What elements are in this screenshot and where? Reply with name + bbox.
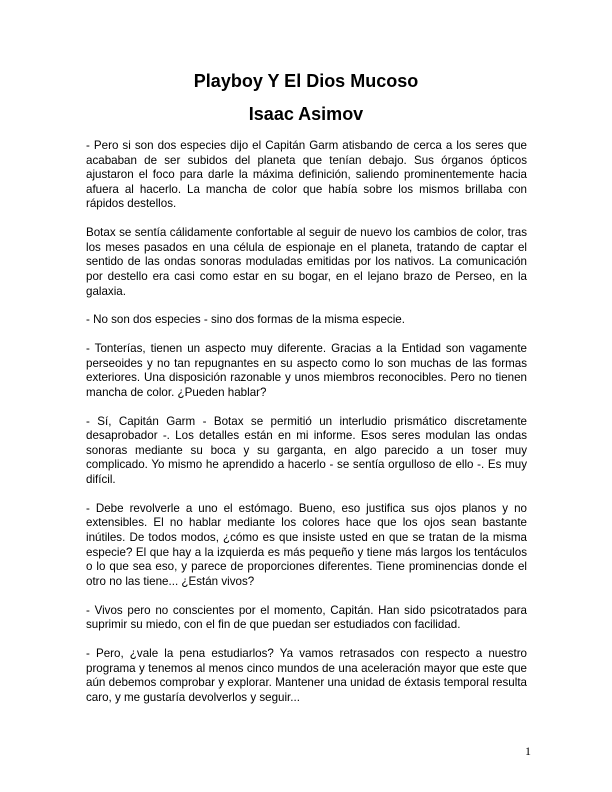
document-title: Playboy Y El Dios Mucoso (193, 71, 419, 91)
document-author: Isaac Asimov (248, 104, 364, 124)
paragraph: - Tonterías, tienen un aspecto muy diferente. Gracias a la Entidad son vagamente perseoides y no tan repugnantes en su aspecto como lo son muchas de las formas exteriores. Una disposición razonable y unos miembros reconocibles. Pero no tienen mancha de color. ¿Pueden hablar? (86, 342, 527, 399)
paragraph: - Debe revolverle a uno el estómago. Bueno, eso justifica sus ojos planos y no extensibles. El no hablar mediante los colores hace que los ojos sean bastante inútiles. De todos modos, ¿cómo es que insiste usted en que se tratan de la misma especie? El que hay a la izquierda es más pequeño y tiene más largos los tentáculos o lo que sea eso, y parece de proporciones diferentes. Tiene prominencias donde el otro no las tiene... ¿Están vivos? (86, 501, 527, 588)
paragraph: - Sí, Capitán Garm - Botax se permitió un interludio prismático discretamente desaprobador -. Los detalles están en mi informe. Esos seres modulan las ondas sonoras mediante su boca y su garganta, en algo parecido a un toser muy complicado. Yo mismo he aprendido a hacerlo - se sentía orgulloso de ello -. Es muy difícil. (86, 414, 527, 487)
paragraph: Botax se sentía cálidamente confortable al seguir de nuevo los cambios de color, tras los meses pasados en una célula de espionaje en el planeta, tratando de captar el sentido de las ondas sonoras moduladas emitidas por los nativos. La comunicación por destello era casi como estar en su bogar, en el lejano brazo de Perseo, en la galaxia. (86, 226, 527, 298)
paragraph: - Pero si son dos especies dijo el Capitán Garm atisbando de cerca a los seres que acababan de ser subidos del planeta que tenían debajo. Sus órganos ópticos ajustaron el foco para darle la máxima definición, saliendo prominentemente hacia afuera al hacerlo. La mancha de color que había sobre los mismos brillaba con rápidos destellos. (86, 139, 527, 211)
page-number: 1 (525, 744, 531, 758)
paragraph: - Pero, ¿vale la pena estudiarlos? Ya vamos retrasados con respecto a nuestro programa y tenemos al menos cinco mundos de una aceleración mayor que este que aún debemos comprobar y explorar. Mantener una unidad de éxtasis temporal resulta caro, y me gustaría devolverlos y seguir... (86, 646, 527, 704)
paragraph: - No son dos especies - sino dos formas de la misma especie. (86, 313, 405, 327)
paragraph: - Vivos pero no conscientes por el momento, Capitán. Han sido psicotratados para suprimir su miedo, con el fin de que puedan ser estudiados con facilidad. (86, 603, 527, 632)
document-body (86, 139, 527, 720)
